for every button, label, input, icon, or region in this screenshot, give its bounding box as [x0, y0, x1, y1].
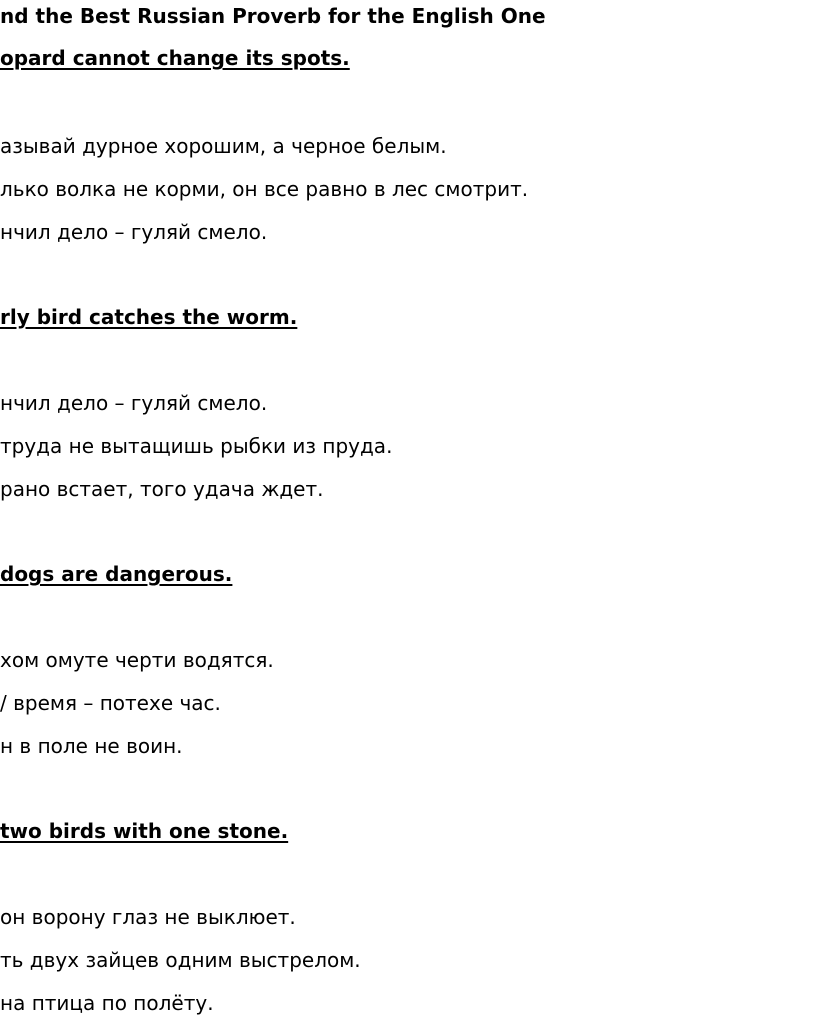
question-3-option-3: н в поле не воин. — [0, 734, 183, 758]
question-1-option-1: азывай дурное хорошим, а черное белым. — [0, 134, 447, 158]
question-1-prompt: opard cannot change its spots. — [0, 46, 350, 70]
question-1-option-2: лько волка не корми, он все равно в лес смотрит. — [0, 177, 529, 201]
question-2-option-3: рано встает, того удача ждет. — [0, 477, 324, 501]
question-3-prompt: dogs are dangerous. — [0, 562, 233, 586]
question-4-option-1: он ворону глаз не выклюет. — [0, 905, 296, 929]
question-2-prompt: rly bird catches the worm. — [0, 305, 298, 329]
question-1-option-3: нчил дело – гуляй смело. — [0, 220, 268, 244]
question-3-option-2: / время – потехе час. — [0, 691, 221, 715]
page-title: nd the Best Russian Proverb for the English One — [0, 4, 546, 28]
question-3-option-1: хом омуте черти водятся. — [0, 648, 274, 672]
question-2-option-2: труда не вытащишь рыбки из пруда. — [0, 434, 393, 458]
question-2-option-1: нчил дело – гуляй смело. — [0, 391, 268, 415]
question-4-prompt: two birds with one stone. — [0, 819, 289, 843]
question-4-option-3: на птица по полёту. — [0, 991, 214, 1015]
question-4-option-2: ть двух зайцев одним выстрелом. — [0, 948, 361, 972]
